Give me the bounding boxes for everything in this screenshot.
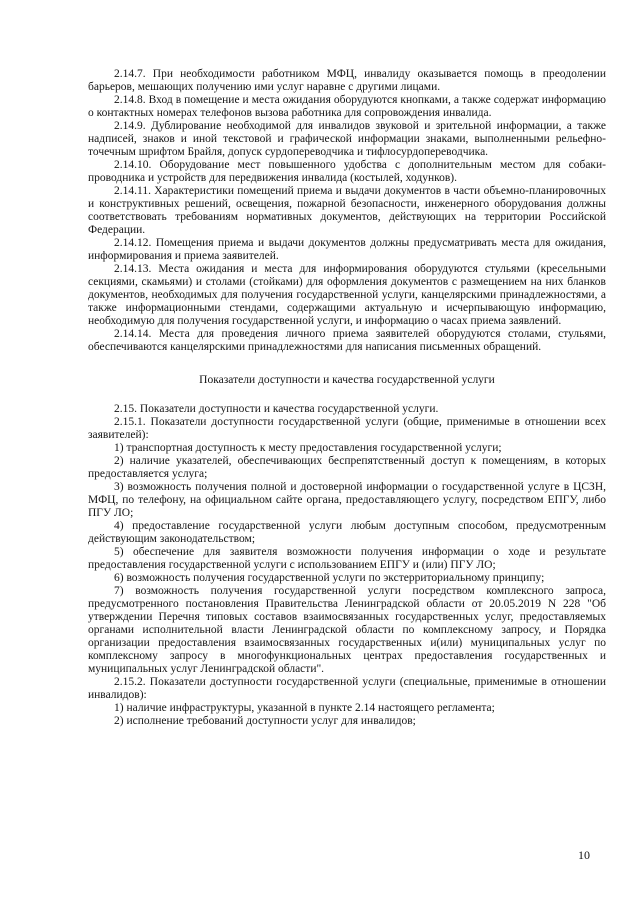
list-item-general-1: 1) транспортная доступность к месту предоставления государственной услуги;	[114, 442, 502, 454]
paragraph-2-15-2: 2.15.2. Показатели доступности государственной услуги (специальные, применимые в отношении инвалидов):	[88, 676, 606, 701]
list-item-special-1: 1) наличие инфраструктуры, указанной в пункте 2.14 настоящего регламента;	[114, 702, 495, 714]
paragraph-2-14-10: 2.14.10. Оборудование мест повышенного удобства с дополнительным местом для собаки-проводника и устройств для передвижения инвалида (костылей, ходунков).	[88, 159, 606, 184]
list-item-general-6: 6) возможность получения государственной услуги по экстерриториальному принципу;	[114, 572, 545, 584]
list-item-general-5: 5) обеспечение для заявителя возможности получения информации о ходе и результате предоставления государственной услуги с использованием ЕПГУ и (или) ПГУ ЛО;	[88, 546, 606, 571]
paragraph-2-14-9: 2.14.9. Дублирование необходимой для инвалидов звуковой и зрительной информации, а также надписей, знаков и иной текстовой и графической информации знаками, выполненными рельефно-точечным шрифтом Брайля, допуск сурдопереводчика и тифлосурдопереводчика.	[88, 120, 606, 158]
paragraph-2-14-13: 2.14.13. Места ожидания и места для информирования оборудуются стульями (кресельными секциями, скамьями) и столами (стойками) для оформления документов с размещением на них бланков документов, необходимых для получения государственной услуги, канцелярскими принадлежностями, а также информационными стендами, содержащими актуальную и исчерпывающую информацию, необходимую для получения государственной услуги, и информацию о часах приема заявлений.	[88, 263, 606, 327]
paragraph-2-14-8: 2.14.8. Вход в помещение и места ожидания оборудуются кнопками, а также содержат информацию о контактных номерах телефонов вызова работника для сопровождения инвалида.	[88, 94, 606, 119]
list-item-general-4: 4) предоставление государственной услуги любым доступным способом, предусмотренным действующим законодательством;	[88, 520, 606, 545]
list-item-special-2: 2) исполнение требований доступности услуг для инвалидов;	[114, 715, 416, 727]
paragraph-2-14-11: 2.14.11. Характеристики помещений приема и выдачи документов в части объемно-планировочных и конструктивных решений, освещения, пожарной безопасности, инженерного оборудования должны соответствовать требованиям нормативных документов, действующих на территории Российской Федерации.	[88, 185, 606, 236]
list-item-general-3: 3) возможность получения полной и достоверной информации о государственной услуге в ЦСЗН, МФЦ, по телефону, на официальном сайте органа, предоставляющего услугу, посредством ЕПГУ, либо ПГУ ЛО;	[88, 481, 606, 519]
paragraph-2-14-12: 2.14.12. Помещения приема и выдачи документов должны предусматривать места для ожидания, информирования и приема заявителей.	[88, 237, 606, 262]
list-item-general-2: 2) наличие указателей, обеспечивающих беспрепятственный доступ к помещениям, в которых предоставляется услуга;	[88, 455, 606, 480]
list-item-general-7: 7) возможность получения государственной услуги посредством комплексного запроса, предусмотренного постановления Правительства Ленинградской области от 20.05.2019 N 228 "Об утверждении Перечня типовых составов взаимосвязанных государственных услуг, предоставляемых органами исполнительной власти Ленинградской области по комплексному запросу, и Порядка организации предоставления взаимосвязанных государственных и(или) муниципальных услуг по комплексному запросу в многофункциональных центрах предоставления государственных и муниципальных услуг Ленинградской области".	[88, 585, 606, 675]
paragraph-2-14-14: 2.14.14. Места для проведения личного приема заявителей оборудуются столами, стульями, обеспечиваются канцелярскими принадлежностями для написания письменных обращений.	[88, 328, 606, 353]
page-number: 10	[578, 848, 590, 862]
paragraph-2-15-1: 2.15.1. Показатели доступности государственной услуги (общие, применимые в отношении всех заявителей):	[88, 416, 606, 441]
paragraph-2-14-7: 2.14.7. При необходимости работником МФЦ, инвалиду оказывается помощь в преодолении барьеров, мешающих получению ими услуг наравне с другими лицами.	[88, 68, 606, 93]
paragraph-2-15: 2.15. Показатели доступности и качества государственной услуги.	[114, 403, 439, 415]
section-heading: Показатели доступности и качества государственной услуги	[199, 374, 495, 386]
